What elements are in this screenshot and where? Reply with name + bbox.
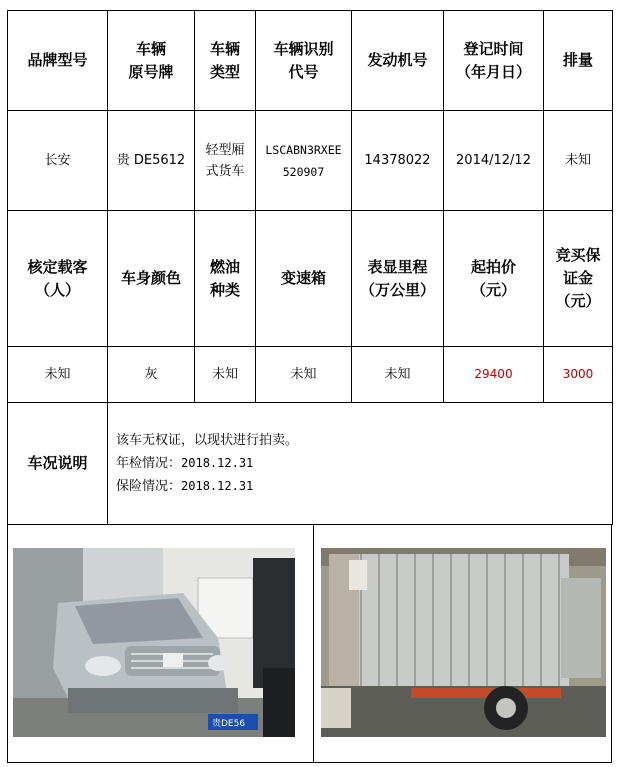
vehicle-info-table — [7, 10, 613, 525]
condition-notes — [108, 403, 613, 525]
header-row-1 — [8, 11, 613, 111]
photos-divider — [313, 524, 314, 762]
deposit-header: 竞买保 证金 （元） — [544, 211, 613, 347]
vehicle-front-photo — [13, 548, 295, 737]
deposit-value: 3000 — [544, 347, 613, 403]
photos-section — [7, 524, 612, 763]
capacity-value: 未知 — [8, 347, 108, 403]
fuel-value: 未知 — [195, 347, 256, 403]
engine-no-header: 发动机号 — [352, 11, 444, 111]
original-plate-header: 车辆 原号牌 — [108, 11, 195, 111]
vehicle-type-header: 车辆 类型 — [195, 11, 256, 111]
license-plate-text: 贵DE56 — [212, 719, 246, 729]
gearbox-header: 变速箱 — [256, 211, 352, 347]
brand-model-header: 品牌型号 — [8, 11, 108, 111]
body-color-value: 灰 — [108, 347, 195, 403]
header-row-2 — [8, 211, 613, 347]
brand-model-value: 长安 — [8, 111, 108, 211]
reg-date-header: 登记时间 （年月日） — [444, 11, 544, 111]
mileage-value: 未知 — [352, 347, 444, 403]
start-price-value: 29400 — [444, 347, 544, 403]
gearbox-value: 未知 — [256, 347, 352, 403]
values-row-2 — [8, 347, 613, 403]
vin-value: LSCABN3RXEE 520907 — [256, 111, 352, 211]
condition-label: 车况说明 — [8, 403, 108, 525]
start-price-header: 起拍价 （元） — [444, 211, 544, 347]
insurance-line: 保险情况：2018.12.31 — [116, 479, 254, 494]
condition-line-1: 该车无权证，以现状进行拍卖。 — [116, 433, 299, 448]
vin-header: 车辆识别 代号 — [256, 11, 352, 111]
fuel-header: 燃油 种类 — [195, 211, 256, 347]
engine-no-value: 14378022 — [352, 111, 444, 211]
condition-row — [8, 403, 613, 525]
values-row-1 — [8, 111, 613, 211]
original-plate-value: 贵 DE5612 — [108, 111, 195, 211]
displacement-header: 排量 — [544, 11, 613, 111]
vehicle-type-value: 轻型厢 式货车 — [195, 111, 256, 211]
reg-date-value: 2014/12/12 — [444, 111, 544, 211]
displacement-value: 未知 — [544, 111, 613, 211]
capacity-header: 核定载客 （人） — [8, 211, 108, 347]
vehicle-side-photo — [321, 548, 606, 737]
mileage-header: 表显里程 （万公里） — [352, 211, 444, 347]
body-color-header: 车身颜色 — [108, 211, 195, 347]
inspection-line: 年检情况：2018.12.31 — [116, 456, 254, 471]
